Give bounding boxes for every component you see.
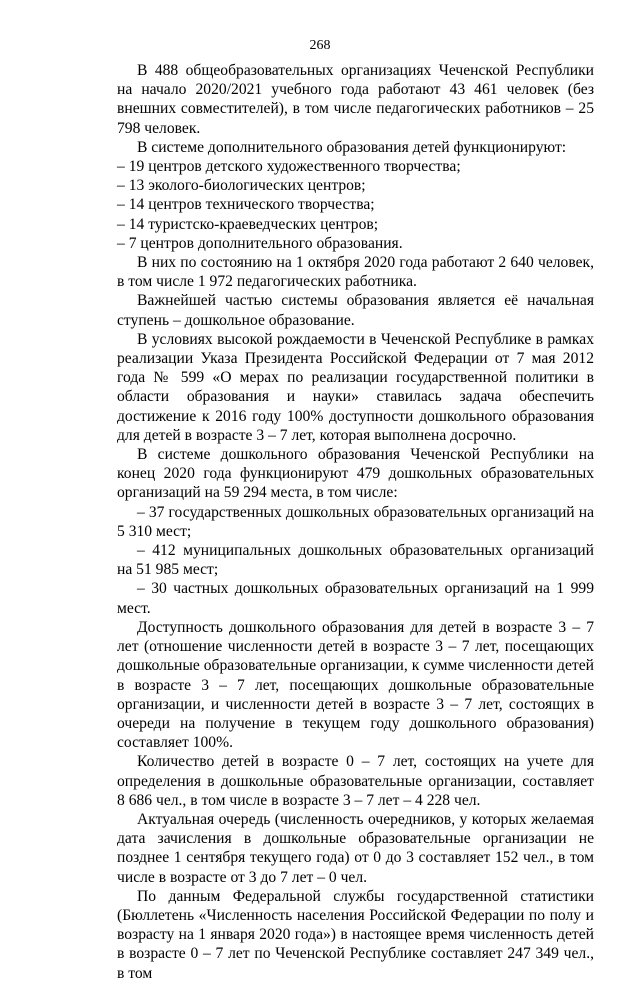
paragraph: В условиях высокой рождаемости в Чеченской Республике в рамках реализации Указа Президента Российской Федерации от 7 мая 2012 года № 599 «О мерах по реализации государственной политики в области образования и науки» ставилась задача обеспечить достижение к 2016 году 100% доступности дошкольного образования для детей в возрасте 3 – 7 лет, которая выполнена досрочно. [117, 330, 594, 444]
paragraph: В системе дошкольного образования Чеченской Республики на конец 2020 года функционируют 479 дошкольных образовательных организаций на 59 294 места, в том числе: [117, 446, 594, 502]
paragraph: В них по состоянию на 1 октября 2020 года работают 2 640 человек, в том числе 1 972 педагогических работника. [117, 254, 594, 291]
list-item: – 13 эколого-биологических центров; [117, 177, 366, 195]
list-item: – 37 государственных дошкольных образовательных организаций на 5 310 мест; [117, 503, 594, 540]
document-body [117, 61, 594, 983]
paragraph: Важнейшей частью системы образования является её начальная ступень – дошкольное образование. [117, 292, 594, 329]
paragraph: Доступность дошкольного образования для детей в возрасте 3 – 7 лет (отношение численности детей в возрасте 3 – 7 лет, посещающих дошкольные образовательные организации, к сумме численности детей в возрасте 3 – 7 лет, посещающих дошкольные образовательные организации, и численности детей в возрасте 3 – 7 лет, состоящих в очереди на получение в текущем году дошкольного образования) составляет 100%. [117, 618, 594, 752]
paragraph: По данным Федеральной службы государственной статистики (Бюллетень «Численность населения Российской Федерации по полу и возрасту на 1 января 2020 года») в настоящее время численность детей в возрасте 0 – 7 лет по Чеченской Республике составляет 247 349 чел., в том [117, 887, 594, 982]
list-item: – 14 туристско-краеведческих центров; [117, 215, 379, 233]
paragraph: Актуальная очередь (численность очередников, у которых желаемая дата зачисления в дошкольные образовательные организации не позднее 1 сентября текущего года) от 0 до 3 составляет 152 чел., в том числе в возрасте от 3 до 7 лет – 0 чел. [117, 810, 594, 886]
list-item: – 412 муниципальных дошкольных образовательных организаций на 51 985 мест; [117, 542, 594, 579]
list-item: – 30 частных дошкольных образовательных организаций на 1 999 мест. [117, 580, 594, 617]
paragraph: В 488 общеобразовательных организациях Чеченской Республики на начало 2020/2021 учебного года работают 43 461 человек (без внешних совместителей), в том числе педагогических работников – 25 798 человек. [117, 62, 594, 137]
list-item: – 7 центров дополнительного образования. [117, 234, 403, 252]
paragraph: Количество детей в возрасте 0 – 7 лет, состоящих на учете для определения в дошкольные образовательные организации, составляет 8 686 чел., в том числе в возрасте 3 – 7 лет – 4 228 чел. [117, 753, 594, 809]
list-item: – 14 центров технического творчества; [117, 196, 375, 214]
page-number: 268 [309, 38, 331, 53]
list-item: – 19 центров детского художественного творчества; [117, 158, 461, 176]
paragraph: В системе дополнительного образования детей функционируют: [137, 138, 567, 156]
